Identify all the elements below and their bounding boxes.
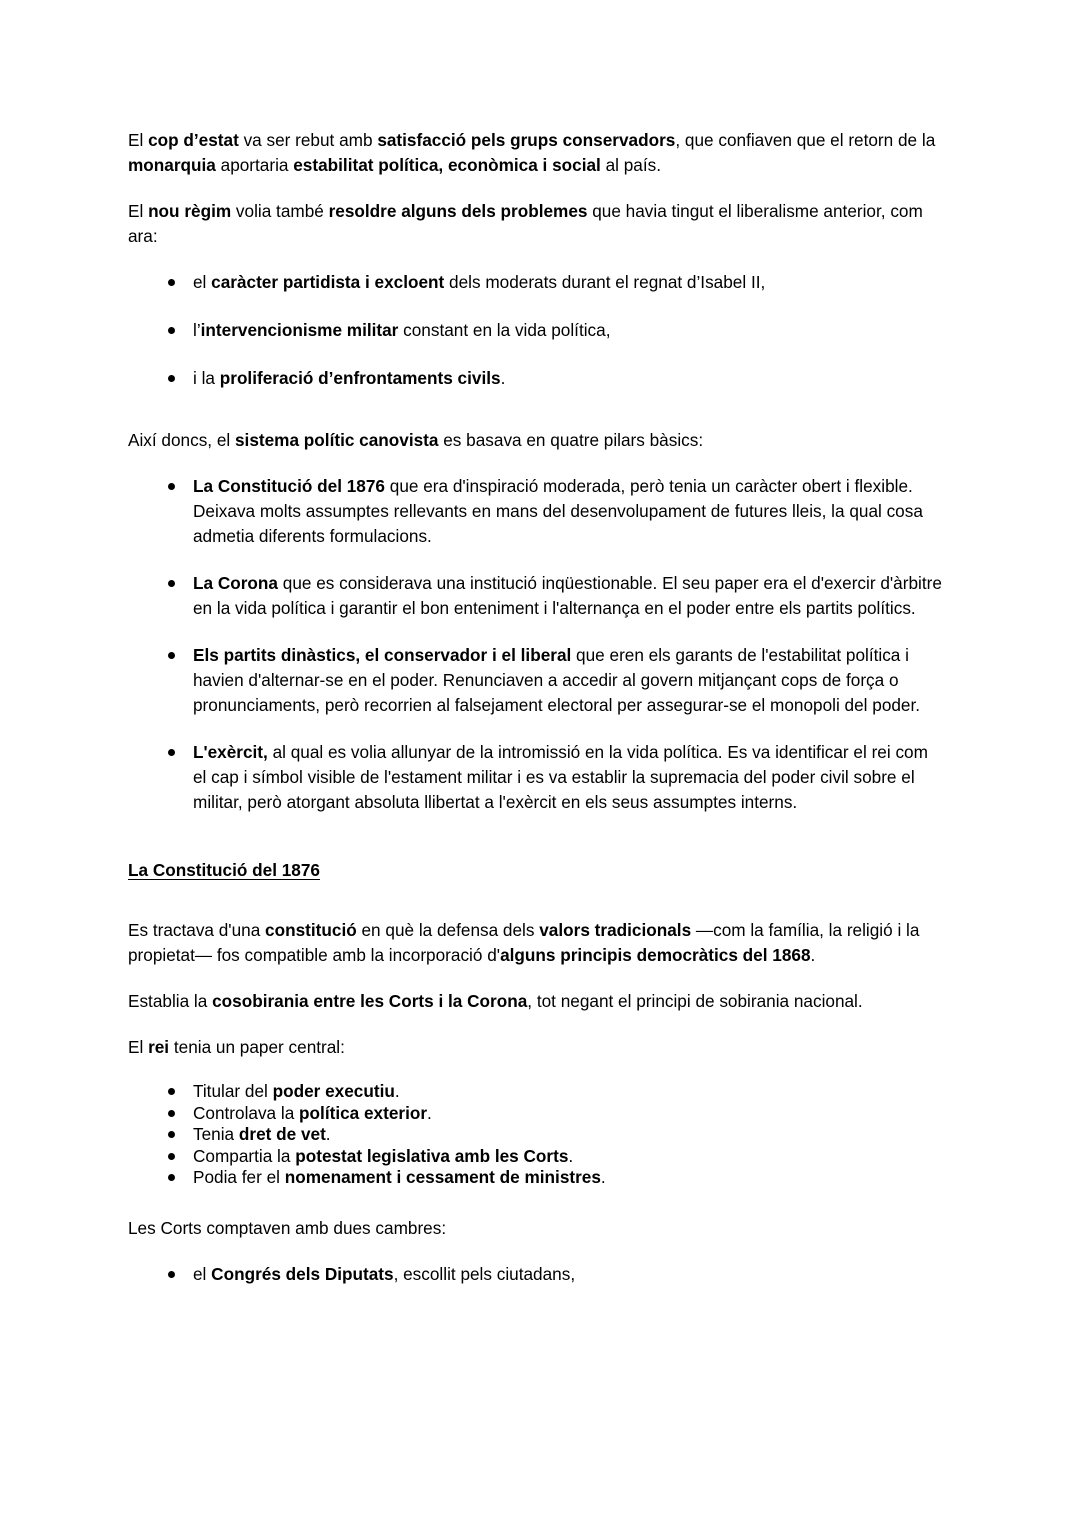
spacer (128, 414, 946, 428)
text-run: Es tractava d'una (128, 920, 266, 940)
list-item (168, 1167, 946, 1189)
text-run: el (193, 272, 212, 292)
text-run: . (427, 1102, 432, 1123)
bold-run: política exterior (299, 1102, 428, 1123)
bold-run: alguns principis democràtics del 1868 (500, 945, 811, 965)
bold-run: Congrés dels Diputats (211, 1263, 394, 1284)
text-run: que era d'inspiració moderada, però tenia un caràcter obert i flexible. Deixava molts assumptes rellevants en mans del desenvolupament de futures lleis, la qual cosa admetia diferents formulacions. (193, 476, 923, 546)
text-run: Així doncs, el (128, 430, 235, 450)
text-run: . (568, 1145, 574, 1166)
list-pilars-basics (128, 474, 946, 815)
document-body (128, 128, 946, 1287)
list-item (168, 366, 946, 391)
list-item (168, 1103, 946, 1125)
spacer (128, 836, 946, 858)
text-run: que eren els garants de l'estabilitat política i havien d'alternar-se en el poder. Renunciaven a accedir al govern mitjançant cops de força o pronunciaments, però recorrien al falsejament electoral per assegurar-se el monopoli del poder. (193, 645, 921, 715)
list-item (168, 318, 946, 343)
text-run: al país. (600, 155, 662, 175)
bold-run: nou règim (148, 201, 232, 221)
text-run: Establia la (128, 991, 213, 1011)
bold-run: rei (148, 1037, 170, 1057)
list-item (168, 1124, 946, 1146)
list-item (168, 1081, 946, 1103)
list-cambres (128, 1262, 946, 1287)
text-run: volia també (231, 201, 329, 221)
heading-la-constitucio-1876: La Constitució del 1876 (128, 860, 320, 880)
paragraph-sistema-canovista (128, 428, 946, 453)
text-run: Compartia la (193, 1145, 296, 1166)
spacer (128, 904, 946, 918)
text-run: el (193, 1263, 212, 1284)
text-run: en què la defensa dels (356, 920, 540, 940)
text-run: que havia tingut el liberalisme anterior, com ara: (128, 201, 923, 246)
text-run: . (325, 1124, 331, 1144)
bold-run: cosobirania entre les Corts i la Corona (212, 991, 528, 1011)
list-problemes-liberalisme (128, 270, 946, 391)
bold-run: caràcter partidista i excloent (211, 272, 445, 292)
text-run: constant en la vida política, (398, 320, 611, 340)
text-run: que es considerava una institució inqüestionable. El seu paper era el d'exercir d'àrbitre en la vida política i garantir el bon enteniment i l'alternança en el poder entre els partits polítics. (193, 573, 942, 618)
text-run: tenia un paper central: (169, 1037, 345, 1057)
text-run: Controlava la (193, 1102, 300, 1123)
bold-run: poder executiu (272, 1081, 395, 1101)
text-run: El (128, 130, 149, 150)
text-run: Les Corts comptaven amb dues cambres: (128, 1217, 447, 1238)
list-item (168, 740, 946, 815)
bold-run: satisfacció pels grups conservadors (377, 130, 676, 150)
text-run: Titular del (193, 1081, 273, 1101)
bold-run: resoldre alguns dels problemes (328, 201, 588, 221)
list-poders-rei (128, 1081, 946, 1189)
bold-run: intervencionisme militar (200, 320, 399, 340)
bold-run: estabilitat política, econòmica i social (293, 155, 601, 175)
text-run: es basava en quatre pilars bàsics: (438, 430, 704, 450)
text-run: . (600, 1167, 606, 1187)
text-run: Tenia (193, 1124, 239, 1144)
list-item (168, 270, 946, 295)
list-item (168, 1262, 946, 1287)
text-run: El (128, 201, 149, 221)
paragraph-cop-estat (128, 128, 946, 178)
list-item (168, 1146, 946, 1168)
bold-run: valors tradicionals (539, 920, 692, 940)
paragraph-el-rei (128, 1035, 946, 1060)
text-run: . (500, 368, 506, 388)
text-run: , escollit pels ciutadans, (393, 1263, 576, 1284)
text-run: . (394, 1081, 400, 1101)
text-run: dels moderats durant el regnat d’Isabel II, (444, 272, 766, 292)
text-run: , tot negant el principi de sobirania nacional. (527, 991, 863, 1011)
bold-run: nomenament i cessament de ministres (284, 1167, 601, 1187)
list-item (168, 643, 946, 718)
bold-run: dret de vet (238, 1124, 326, 1144)
text-run: , que confiaven que el retorn de la (675, 130, 936, 150)
bold-run: monarquia (128, 155, 216, 175)
bold-run: L'exèrcit, (193, 742, 268, 762)
text-run: va ser rebut amb (238, 130, 378, 150)
text-run: al qual es volia allunyar de la intromissió en la vida política. Es va identificar el rei com el cap i símbol visible de l'estament militar i es va establir la supremacia del poder civil sobre el militar, però atorgant absoluta llibertat a l'exèrcit en els seus assumptes interns. (193, 742, 928, 812)
text-run: i la (193, 368, 220, 388)
list-item (168, 474, 946, 549)
text-run: . (810, 945, 816, 965)
text-run: aportaria (215, 155, 294, 175)
paragraph-nou-regim (128, 199, 946, 249)
bold-run: potestat legislativa amb les Corts (295, 1145, 569, 1166)
text-run: Podia fer el (193, 1167, 285, 1187)
bold-run: La Constitució del 1876 (193, 476, 385, 496)
text-run: l’ (193, 320, 201, 340)
bold-run: cop d’estat (148, 130, 239, 150)
bold-run: La Corona (193, 573, 278, 593)
bold-run: constitució (265, 920, 357, 940)
text-run: El (128, 1037, 149, 1057)
text-run: —com la família, la religió i la propietat— fos compatible amb la incorporació d' (128, 920, 920, 965)
bold-run: sistema polític canovista (235, 430, 439, 450)
paragraph-es-tractava (128, 918, 946, 968)
bold-run: proliferació d’enfrontaments civils (219, 368, 501, 388)
paragraph-cosobirania (128, 989, 946, 1014)
list-item (168, 571, 946, 621)
paragraph-les-corts (128, 1216, 946, 1241)
bold-run: Els partits dinàstics, el conservador i el liberal (193, 645, 572, 665)
